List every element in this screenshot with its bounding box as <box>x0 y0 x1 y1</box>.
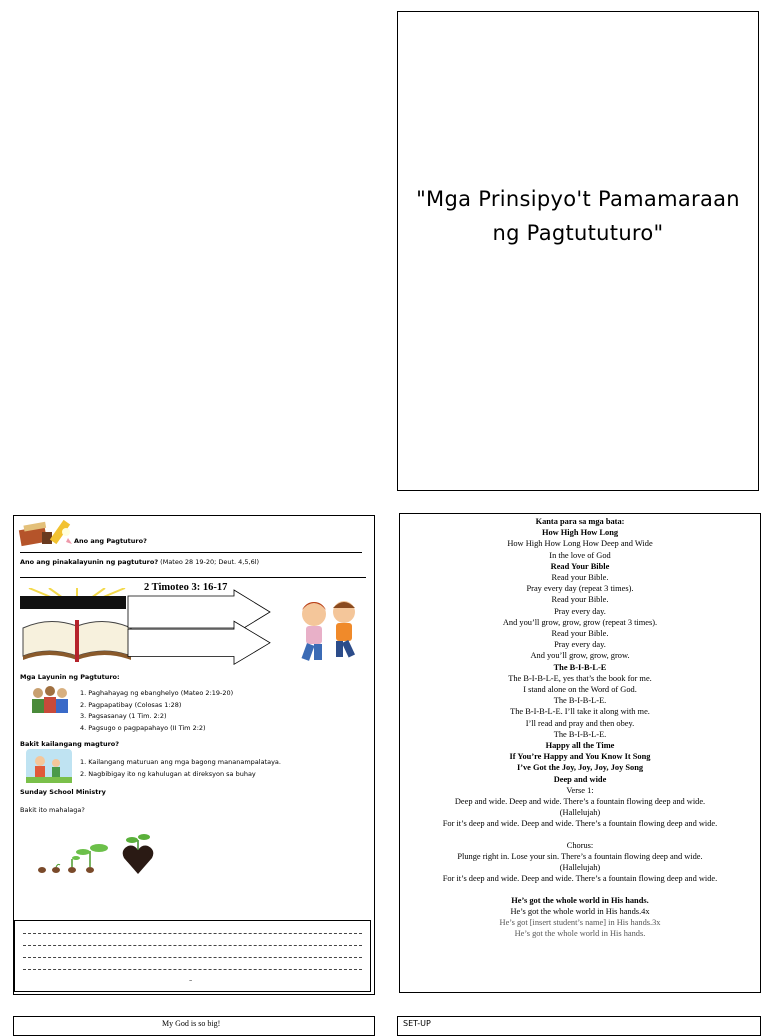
cover-page <box>397 11 759 491</box>
list-item: 2. Pagpapatibay (Colosas 1:28) <box>80 700 182 709</box>
importance-question: Bakit ito mahalaga? <box>20 806 85 814</box>
song-line: Deep and wide. Deep and wide. There’s a fountain flowing deep and wide. <box>454 797 706 807</box>
song-line: For it’s deep and wide. Deep and wide. There’s a fountain flowing deep and wide. <box>442 874 718 884</box>
next-page-right-title: SET-UP <box>403 1019 431 1028</box>
song-line: How High How Long How Deep and Wide <box>507 539 653 549</box>
cover-title <box>398 182 758 250</box>
kids-icon <box>282 594 374 668</box>
answer-blank <box>20 596 126 609</box>
list-item: 4. Pagsugo o pagpapahayo (II Tim 2:2) <box>80 723 206 732</box>
song-line: Pray every day. <box>554 640 606 650</box>
song-lines <box>400 514 760 939</box>
song-line: The B-I-B-L-E <box>553 662 607 672</box>
spacer <box>400 885 760 895</box>
verse-reference: 2 Timoteo 3: 16-17 <box>144 582 228 593</box>
song-line: Chorus: <box>566 840 594 850</box>
why-list <box>80 757 281 780</box>
heart-plant-icon <box>120 832 156 876</box>
song-line: (Hallelujah) <box>559 808 601 818</box>
list-item: 1. Kailangang maturuan ang mga bagong mananampalataya. <box>80 758 281 766</box>
books-pencil-icon <box>18 518 76 548</box>
teaching-icon <box>26 749 72 783</box>
song-line: Pray every day (repeat 3 times). <box>526 584 634 594</box>
song-line: How High How Long <box>541 528 619 538</box>
song-line: Read your Bible. <box>551 595 609 605</box>
song-line: He’s got the whole world in His hands.4x <box>510 906 650 916</box>
song-line: The B-I-B-L-E. <box>553 696 607 706</box>
song-line: And you’ll grow, grow, grow (repeat 3 times). <box>502 617 658 627</box>
answer-lines-box <box>14 920 371 992</box>
question-1: Ano ang pinakalayunin ng pagtuturo? (Mateo 28 19-20; Deut. 4,5,6l) <box>20 558 260 566</box>
song-line: Read your Bible. <box>551 629 609 639</box>
song-line: Verse 1: <box>566 785 594 795</box>
song-line: The B-I-B-L-E. I’ll take it along with me. <box>510 707 650 717</box>
answer-line <box>23 957 362 958</box>
divider <box>20 552 362 553</box>
group-people-icon <box>28 683 74 717</box>
seeds-growing-icon <box>36 834 126 878</box>
song-line: And you’ll grow, grow, grow. <box>530 651 630 661</box>
list-item: 1. Paghahayag ng ebanghelyo (Mateo 2:19-20) <box>80 689 234 697</box>
answer-line <box>23 933 362 934</box>
song-line: (Hallelujah) <box>559 863 601 873</box>
divider <box>20 577 366 578</box>
song-line: I’ve Got the Joy, Joy, Joy, Joy Song <box>516 763 644 773</box>
song-line: He’s got the whole world in His hands. <box>514 929 646 939</box>
song-line: Read your Bible. <box>551 573 609 583</box>
dash-mark: – <box>189 976 193 984</box>
song-line: I’ll read and pray and then obey. <box>525 718 635 728</box>
goals-list <box>80 688 233 734</box>
song-line: Kanta para sa mga bata: <box>535 517 625 526</box>
next-page-left-title: My God is so big! <box>162 1019 221 1028</box>
why-title: Bakit kailangang magturo? <box>20 740 120 748</box>
song-line: Read Your Bible <box>550 561 610 571</box>
song-line: Pray every day. <box>554 606 606 616</box>
song-line: Plunge right in. Lose your sin. There’s a fountain flowing deep and wide. <box>457 851 703 861</box>
next-page-right <box>397 1016 761 1036</box>
next-page-left <box>13 1016 375 1036</box>
spacer <box>400 830 760 840</box>
sheet-header: Ano ang Pagtuturo? <box>74 537 147 545</box>
list-item: 2. Nagbibigay ito ng kahulugan at direksyon sa buhay <box>80 769 256 778</box>
song-line: If You’re Happy and You Know It Song <box>509 752 651 762</box>
song-line: The B-I-B-L-E, yes that’s the book for me. <box>508 673 652 683</box>
ministry-title: Sunday School Ministry <box>20 788 106 796</box>
cover-title-line1: "Mga Prinsipyo't Pamamaraan <box>416 187 740 211</box>
song-line: I stand alone on the Word of God. <box>523 685 637 695</box>
songs-page <box>399 513 761 993</box>
song-line: Happy all the Time <box>545 741 615 751</box>
list-item: 3. Pagsasanay (1 Tim. 2:2) <box>80 712 167 720</box>
cover-title-line2: ng Pagtututuro" <box>492 221 664 245</box>
worksheet-page <box>13 515 375 995</box>
answer-line <box>23 945 362 946</box>
goals-title: Mga Layunin ng Pagtuturo: <box>20 673 120 681</box>
arrow-outline <box>126 588 286 668</box>
song-line: The B-I-B-L-E. <box>553 729 607 739</box>
song-line: He’s got [insert student’s name] in His hands.3x <box>499 917 661 927</box>
song-line: In the love of God <box>549 550 611 560</box>
answer-line <box>23 969 362 970</box>
song-line: For it’s deep and wide. Deep and wide. There’s a fountain flowing deep and wide. <box>442 819 718 829</box>
song-line: He’s got the whole world in His hands. <box>511 895 649 905</box>
song-line: Deep and wide <box>553 774 607 784</box>
